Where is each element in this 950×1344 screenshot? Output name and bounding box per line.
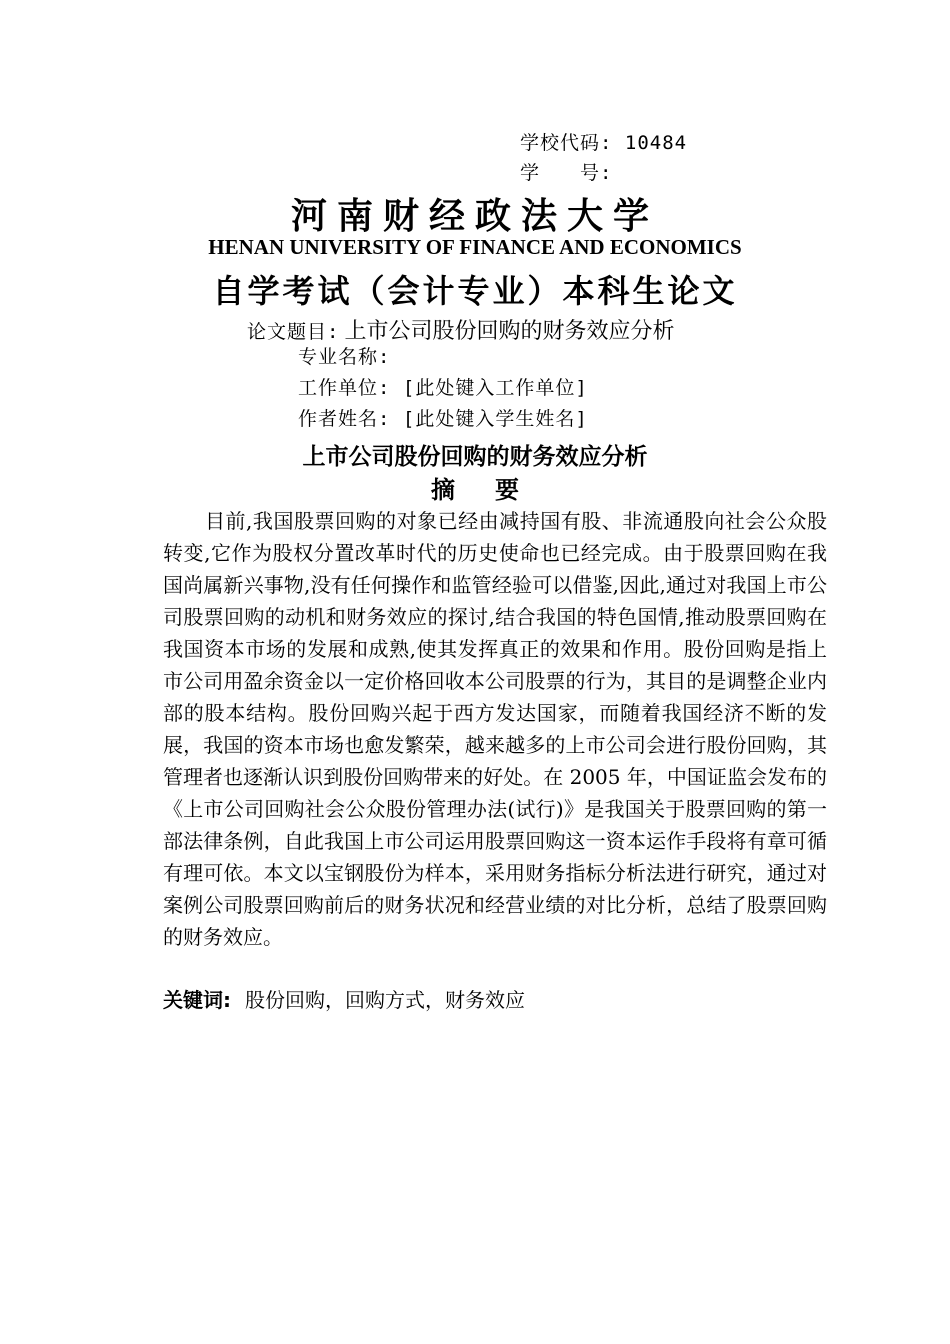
author-value: [此处键入学生姓名] (402, 408, 588, 430)
document-title: 上市公司股份回购的财务效应分析 (302, 444, 648, 470)
keywords-label: 关键词: (163, 988, 231, 1012)
topic-value: 上市公司股份回购的财务效应分析 (344, 319, 675, 344)
major-label: 专业名称: (298, 346, 391, 368)
abstract-heading: 摘要 (431, 476, 559, 504)
thesis-type-title: 自学考试（会计专业）本科生论文 (212, 272, 738, 310)
topic-label: 论文题目: (247, 321, 340, 343)
author-field (298, 404, 588, 431)
school-code-label: 学校代码: (520, 132, 613, 154)
major-field (298, 342, 390, 369)
keywords-value: 股份回购，回购方式，财务效应 (245, 988, 525, 1012)
author-label: 作者姓名: (298, 408, 391, 430)
topic-field (247, 314, 675, 345)
student-id-label: 学 号: (520, 162, 613, 184)
school-code-line (520, 128, 687, 155)
workplace-label: 工作单位: (298, 377, 391, 399)
workplace-value: [此处键入工作单位] (402, 377, 588, 399)
university-name-cn: 河南财经政法大学 (290, 195, 659, 237)
school-code-value: 10484 (624, 132, 688, 154)
student-id-line (520, 158, 612, 185)
abstract-body: 目前,我国股票回购的对象已经由减持国有股、非流通股向社会公众股转变,它作为股权分置改革时代的历史使命也已经完成。由于股票回购在我国尚属新兴事物,没有任何操作和监管经验可以借鉴,因此,通过对我国上市公司股票回购的动机和财务效应的探讨,结合我国的特色国情,推动股票回购在我国资本市场的发展和成熟,使其发挥真正的效果和作用。股份回购是指上市公司用盈余资金以一定价格回收本公司股票的行为，其目的是调整企业内部的股本结构。股份回购兴起于西方发达国家，而随着我国经济不断的发展，我国的资本市场也愈发繁荣，越来越多的上市公司会进行股份回购，其管理者也逐渐认识到股份回购带来的好处。在 2005 年，中国证监会发布的《上市公司回购社会公众股份管理办法(试行)》是我国关于股票回购的第一部法律条例，自此我国上市公司运用股票回购这一资本运作手段将有章可循有理可依。本文以宝钢股份为样本，采用财务指标分析法进行研究，通过对案例公司股票回购前后的财务状况和经营业绩的对比分析，总结了股票回购的财务效应。 (163, 509, 827, 949)
keywords-line (163, 986, 525, 1014)
workplace-field (298, 373, 588, 400)
university-name-en: HENAN UNIVERSITY OF FINANCE AND ECONOMICS (208, 235, 742, 259)
